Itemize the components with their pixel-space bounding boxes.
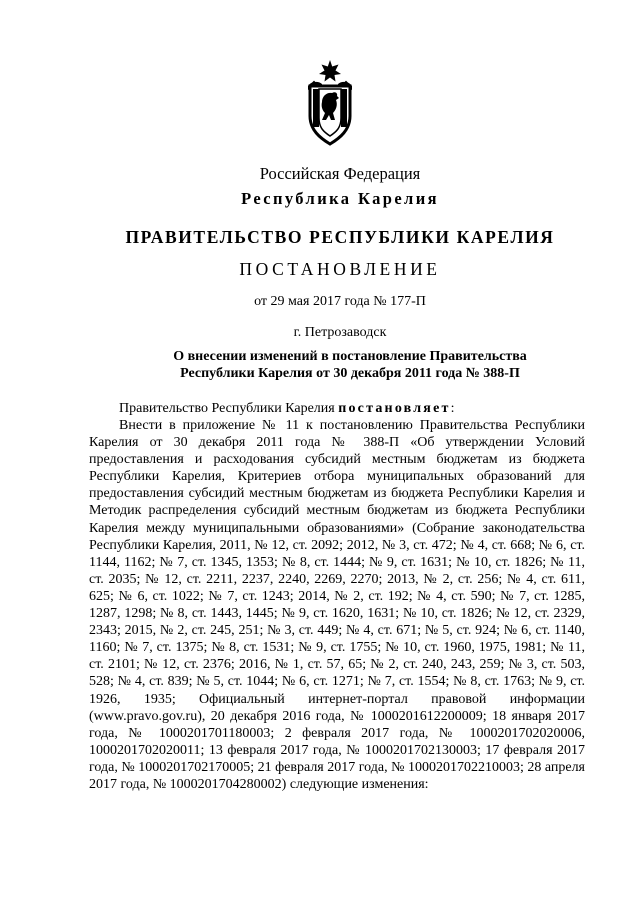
document-date-number: от 29 мая 2017 года № 177-П [254,294,426,309]
subject-line-2: Республики Карелия от 30 декабря 2011 года № 388-П [180,366,520,381]
intro-keyword: постановляет [338,401,451,416]
country-name: Российская Федерация [259,164,421,183]
intro-tail: : [450,401,455,416]
document-type: ПОСТАНОВЛЕНИЕ [239,259,441,279]
republic-name: Республика Карелия [241,189,439,208]
document-subject [30,348,640,382]
main-paragraph: Внести в приложение № 11 к постановлению Правительства Республики Карелия от 30 декабря 2011 года № 388-П «Об утверждении Условий предоставления и расходования субсидий местным бюджетам из бюджета Республики Карелия, Критериев отбора муниципальных образований для предоставления субсидий местным бюджетам из бюджета Республики Карелия и Методик распределения субсидий местным бюджетам из бюджета Республики Карелия между муниципальными образованиями» (Собрание законодательства Республики Карелия, 2011, № 12, ст. 2092; 2012, № 3, ст. 472; № 4, ст. 668; № 6, ст. 1144, 1162; № 7, ст. 1345, 1353; № 8, ст. 1444; № 9, ст. 1631; № 10, ст. 1826; № 11, ст. 2035; № 12, ст. 2211, 2237, 2240, 2269, 2270; 2013, № 2, ст. 256; № 4, ст. 611, 625; № 6, ст. 1022; № 7, ст. 1243; 2014, № 2, ст. 192; № 4, ст. 590; № 7, ст. 1285, 1287, 1298; № 8, ст. 1443, 1445; № 9, ст. 1620, 1631; № 10, ст. 1826; № 12, ст. 2329, 2343; 2015, № 2, ст. 245, 251; № 3, ст. 449; № 4, ст. 671; № 5, ст. 924; № 6, ст. 1140, 1160; № 7, ст. 1375; № 8, ст. 1531; № 9, ст. 1755; № 10, ст. 1960, 1975, 1981; № 11, ст. 2101; № 12, ст. 2376; 2016, № 1, ст. 57, 65; № 2, ст. 240, 243, 259; № 3, ст. 503, 528; № 4, ст. 839; № 5, ст. 1044; № 6, ст. 1271; № 7, ст. 1554; № 8, ст. 1763; № 9, ст. 1926, 1935; Официальный интернет-портал правовой информации (www.pravo.gov.ru), 20 декабря 2016 года, № 1000201612200009; 18 января 2017 года, № 1000201701180003; 2 февраля 2017 года, № 1000201702020006, 1000201702020011; 13 февраля 2017 года, № 1000201702130003; 17 февраля 2017 года, № 1000201702170005; 21 февраля 2017 года, № 1000201702210003; 28 апреля 2017 года, № 1000201704280002) следующие изменения: [89,418,585,792]
government-title: ПРАВИТЕЛЬСТВО РЕСПУБЛИКИ КАРЕЛИЯ [125,227,555,247]
intro-paragraph [89,400,585,417]
document-city: г. Петрозаводск [293,325,387,340]
intro-lead: Правительство Республики Карелия [119,401,339,416]
subject-line-1: О внесении изменений в постановление Правительства [173,349,527,364]
karelia-coat-of-arms-icon [300,58,360,148]
